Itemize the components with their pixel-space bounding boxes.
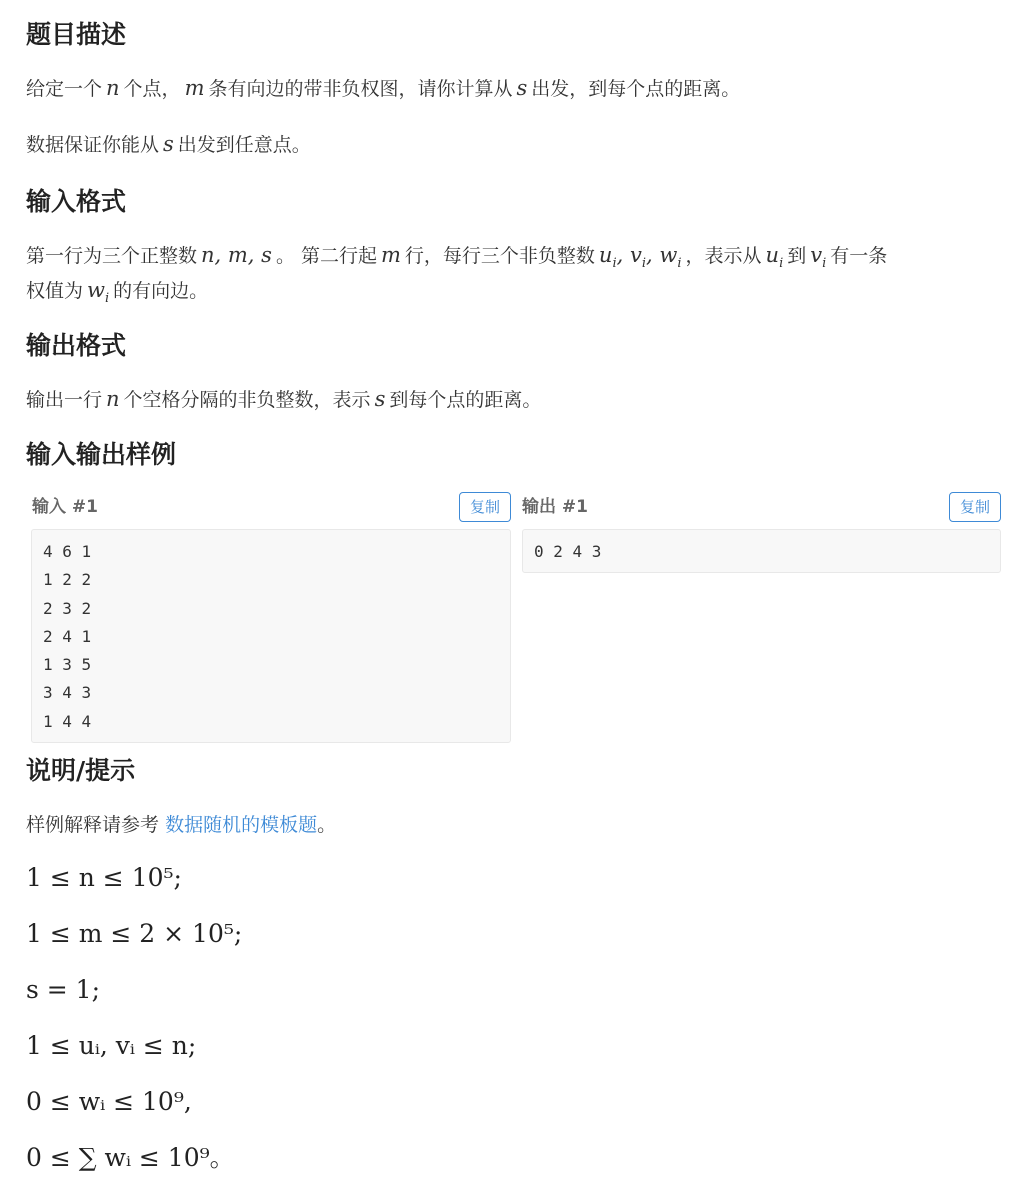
section-title-hint: 说明/提示	[26, 756, 136, 785]
description-paragraph-1: 给定一个 n 个点， m 条有向边的带非负权图，请你计算从 s 出发，到每个点的距离。	[26, 76, 741, 100]
section-title-description: 题目描述	[26, 20, 127, 49]
sample-output-label: 输出 #1	[522, 497, 588, 517]
constraint-uv: 1 ≤ uᵢ, vᵢ ≤ n;	[26, 1031, 197, 1060]
constraint-sum-w: 0 ≤ ∑ wᵢ ≤ 10⁹。	[26, 1143, 235, 1172]
section-title-samples: 输入输出样例	[26, 440, 177, 469]
section-title-output-format: 输出格式	[26, 331, 127, 360]
constraint-s: s = 1;	[26, 975, 100, 1004]
input-format-line-1: 第一行为三个正整数 n, m, s 。 第二行起 m 行，每行三个非负整数 $u_i$, $v_i$, $w_i$ ，表示从 $u_i$ 到 $v_i$ 有一条	[26, 243, 888, 272]
sample-output-box: 0 2 4 3	[522, 529, 1001, 573]
output-format-line: 输出一行 n 个空格分隔的非负整数，表示 s 到每个点的距离。	[26, 387, 542, 411]
sample-input-label: 输入 #1	[32, 497, 98, 517]
hint-paragraph: 样例解释请参考 数据随机的模板题。	[26, 814, 337, 836]
input-format-line-2: 权值为 $w_i$ 的有向边。	[26, 278, 209, 307]
template-problem-link[interactable]: 数据随机的模板题	[165, 814, 318, 836]
description-paragraph-2: 数据保证你能从 s 出发到任意点。	[26, 132, 311, 156]
constraint-m: 1 ≤ m ≤ 2 × 10⁵;	[26, 919, 243, 948]
constraint-w: 0 ≤ wᵢ ≤ 10⁹,	[26, 1087, 192, 1116]
copy-output-button[interactable]: 复制	[949, 492, 1001, 522]
sample-input-box: 4 6 1 1 2 2 2 3 2 2 4 1 1 3 5 3 4 3 1 4 4	[31, 529, 511, 743]
constraint-n: 1 ≤ n ≤ 10⁵;	[26, 863, 182, 892]
section-title-input-format: 输入格式	[26, 187, 127, 216]
copy-input-button[interactable]: 复制	[459, 492, 511, 522]
